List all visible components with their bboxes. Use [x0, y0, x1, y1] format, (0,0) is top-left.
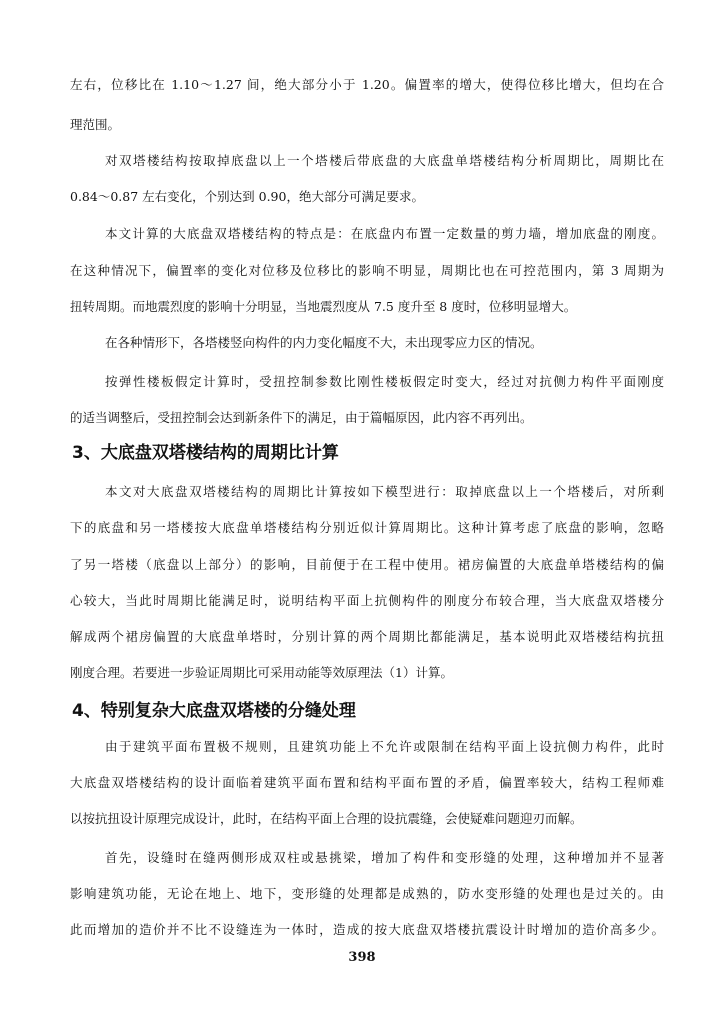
text-line: 左右，位移比在 1.10～1.27 间，绝大部分小于 1.20。偏置率的增大，使得位移比增大，但均在合 [70, 77, 664, 92]
text-line: 由于建筑平面布置极不规则，且建筑功能上不允许或限制在结构平面上设抗侧力构件，此时 [105, 739, 664, 754]
text-line: 大底盘双塔楼结构的设计面临着建筑平面布置和结构平面布置的矛盾，偏置率较大，结构工程师难 [70, 775, 664, 790]
text-line: 按弹性楼板假定计算时，受扭控制参数比刚性楼板假定时变大，经过对抗侧力构件平面刚度 [105, 374, 664, 389]
section-heading: 3、大底盘双塔楼结构的周期比计算 [72, 443, 339, 463]
text-line: 的适当调整后，受扭控制会达到新条件下的满足，由于篇幅原因，此内容不再列出。 [70, 410, 533, 425]
text-line: 本文对大底盘双塔楼结构的周期比计算按如下模型进行：取掉底盘以上一个塔楼后，对所剩 [105, 484, 664, 499]
text-line: 在这种情况下，偏置率的变化对位移及位移比的影响不明显，周期比也在可控范围内，第 3 周期为 [70, 263, 664, 278]
text-line: 心较大，当此时周期比能满足时，说明结构平面上抗侧构件的刚度分布较合理，当大底盘双塔楼分 [70, 593, 664, 608]
text-line: 影响建筑功能，无论在地上、地下，变形缝的处理都是成熟的，防水变形缝的处理也是过关的。由 [70, 886, 664, 901]
text-line: 了另一塔楼（底盘以上部分）的影响，目前便于在工程中使用。裙房偏置的大底盘单塔楼结构的偏 [70, 557, 664, 572]
text-line: 在各种情形下，各塔楼竖向构件的内力变化幅度不大，未出现零应力区的情况。 [105, 335, 543, 350]
text-line: 解成两个裙房偏置的大底盘单塔时，分别计算的两个周期比都能满足，基本说明此双塔楼结构抗扭 [70, 629, 664, 644]
text-line: 扭转周期。而地震烈度的影响十分明显，当地震烈度从 7.5 度升至 8 度时，位移明显增大。 [70, 299, 577, 314]
text-line: 0.84～0.87 左右变化，个别达到 0.90，绝大部分可满足要求。 [70, 189, 424, 204]
page-number: 398 [348, 950, 376, 965]
text-line: 下的底盘和另一塔楼按大底盘单塔楼结构分别近似计算周期比。这种计算考虑了底盘的影响，忽略 [70, 520, 664, 535]
section-heading: 4、特别复杂大底盘双塔楼的分缝处理 [72, 701, 356, 721]
text-line: 对双塔楼结构按取掉底盘以上一个塔楼后带底盘的大底盘单塔楼结构分析周期比，周期比在 [105, 153, 664, 168]
text-line: 刚度合理。若要进一步验证周期比可采用动能等效原理法（1）计算。 [70, 665, 453, 680]
text-line: 首先，设缝时在缝两侧形成双柱或悬挑梁，增加了构件和变形缝的处理，这种增加并不显著 [105, 850, 664, 865]
text-line: 以按抗扭设计原理完成设计，此时，在结构平面上合理的设抗震缝，会使疑难问题迎刃而解。 [70, 811, 583, 826]
text-line: 本文计算的大底盘双塔楼结构的特点是：在底盘内布置一定数量的剪力墙，增加底盘的刚度。 [105, 226, 664, 241]
text-line: 理范围。 [70, 117, 121, 132]
text-line: 此而增加的造价并不比不设缝连为一体时，造成的按大底盘双塔楼抗震设计时增加的造价高多少。 [70, 922, 664, 937]
